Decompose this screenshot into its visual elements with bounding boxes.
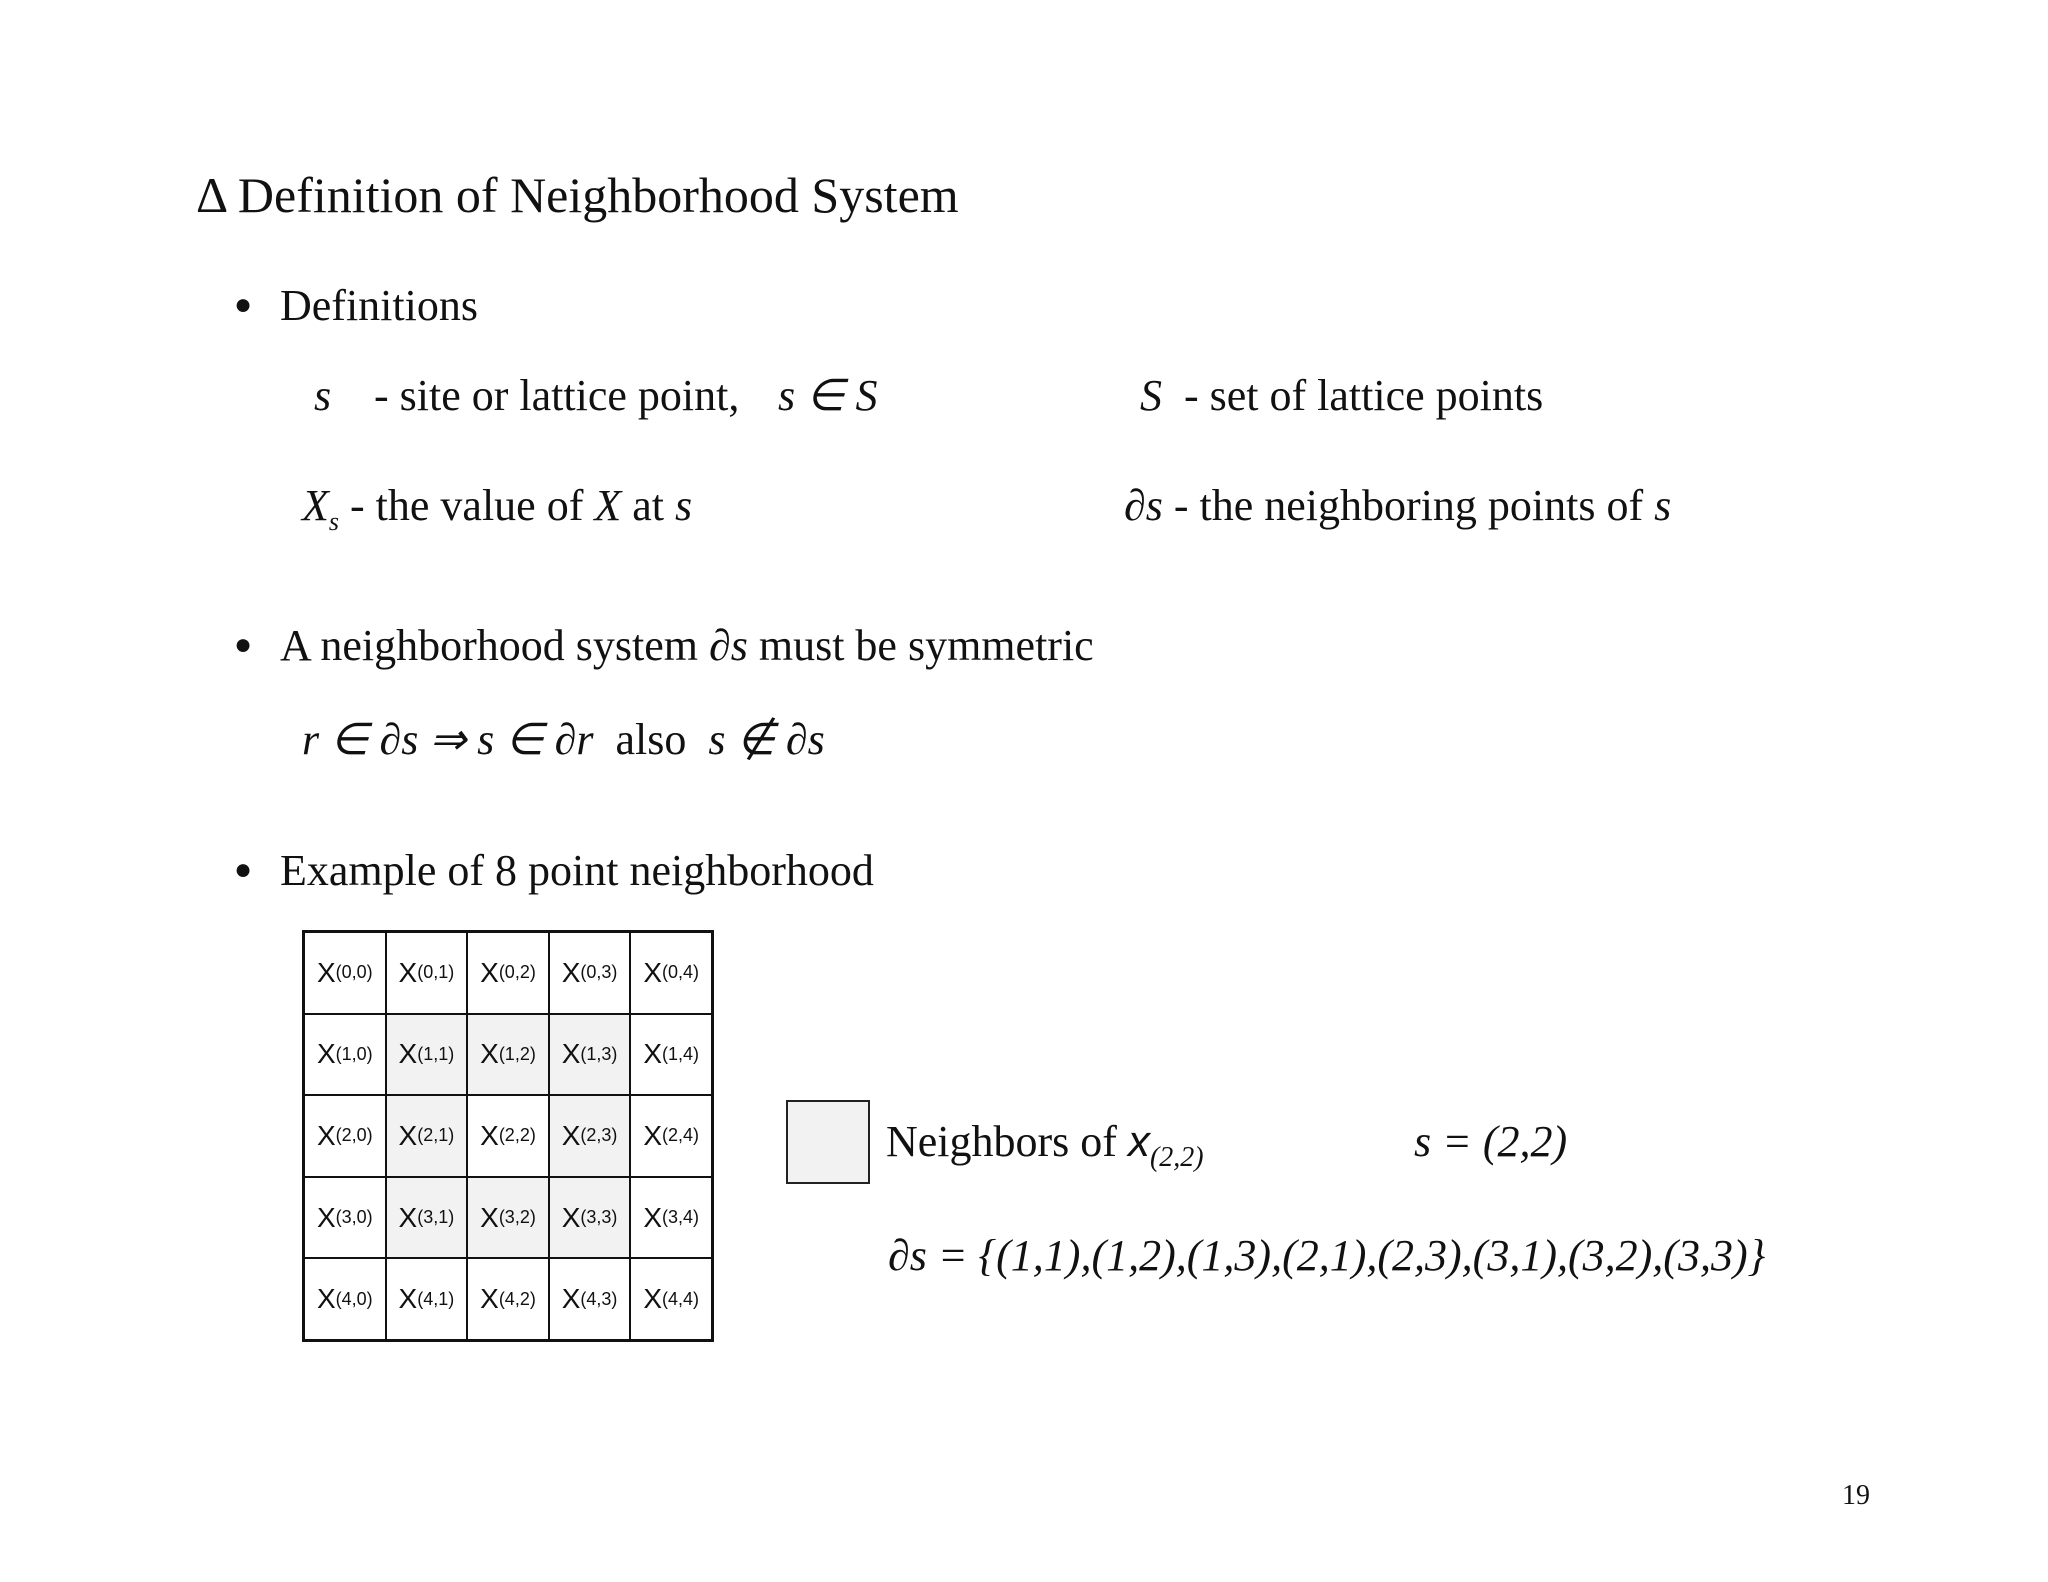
- symmetry-also: also: [615, 715, 687, 764]
- cell-index: (4,1): [417, 1288, 455, 1309]
- cell-index: (0,4): [662, 962, 700, 983]
- lattice-cell: [549, 1177, 631, 1259]
- cell-symbol: X: [480, 1201, 499, 1233]
- cell-symbol: X: [316, 1201, 336, 1233]
- bullet-example: Example of 8 point neighborhood: [280, 846, 874, 895]
- cell-symbol: X: [398, 1283, 418, 1315]
- bullet-definitions: Definitions: [280, 281, 478, 330]
- def-Xs-sub: s: [328, 506, 340, 536]
- cell-index: (4,3): [580, 1288, 618, 1309]
- lattice-cell: [304, 1258, 386, 1340]
- cell-symbol: X: [561, 1119, 581, 1151]
- def-S-text: - set of lattice points: [1184, 371, 1544, 420]
- symmetry-not-member: s ∉ ∂s: [708, 715, 825, 764]
- cell-index: (1,4): [662, 1043, 700, 1064]
- cell-symbol: X: [398, 956, 418, 988]
- cell-symbol: X: [561, 1038, 581, 1070]
- lattice-cell: [630, 1177, 712, 1259]
- lattice-cell: [549, 1095, 631, 1177]
- cell-index: (2,4): [662, 1125, 700, 1146]
- lattice-cell: [630, 1014, 712, 1096]
- lattice-cell: [549, 1258, 631, 1340]
- lattice-cell: [549, 1014, 631, 1096]
- cell-index: (0,3): [580, 962, 618, 983]
- cell-symbol: X: [480, 1283, 499, 1315]
- def-s-symbol: s: [314, 371, 332, 420]
- def-Xs-X: X: [594, 481, 622, 530]
- def-Xs-symbol: X: [302, 481, 329, 530]
- cell-symbol: X: [561, 956, 581, 988]
- legend-x-sub: (2,2): [1149, 1141, 1204, 1173]
- page-number: 19: [1842, 1480, 1870, 1511]
- cell-index: (0,2): [498, 962, 536, 983]
- cell-index: (4,0): [335, 1288, 373, 1309]
- cell-index: (4,4): [662, 1288, 700, 1309]
- def-s-member: s ∈ S: [778, 371, 878, 420]
- cell-index: (1,3): [580, 1043, 618, 1064]
- def-ds-s: s: [1654, 481, 1672, 530]
- def-Xs: [302, 481, 693, 536]
- def-s-text: - site or lattice point,: [374, 371, 740, 420]
- cell-index: (4,2): [498, 1288, 536, 1309]
- cell-symbol: X: [643, 1119, 662, 1151]
- lattice-cell: [549, 932, 631, 1014]
- lattice-cell: [467, 1177, 549, 1259]
- cell-index: (0,0): [335, 962, 373, 983]
- def-ds-text: - the neighboring points of: [1173, 481, 1644, 530]
- lattice-cell: [386, 1177, 468, 1259]
- cell-symbol: X: [316, 1119, 336, 1151]
- lattice-grid: [302, 930, 714, 1342]
- cell-symbol: X: [643, 956, 662, 988]
- cell-index: (3,1): [417, 1207, 455, 1228]
- lattice-cell: [467, 1095, 549, 1177]
- symmetric-text: A neighborhood system: [280, 621, 698, 670]
- lattice-cell: [304, 932, 386, 1014]
- symmetry-implication: r ∈ ∂s ⇒ s ∈ ∂r: [302, 715, 594, 764]
- cell-symbol: X: [398, 1119, 418, 1151]
- lattice-cell: [386, 932, 468, 1014]
- neighbor-legend-swatch: [786, 1100, 870, 1184]
- cell-symbol: X: [316, 1283, 336, 1315]
- cell-symbol: X: [480, 1038, 499, 1070]
- legend-x: x: [1127, 1117, 1150, 1166]
- lattice-cell: [386, 1095, 468, 1177]
- cell-symbol: X: [561, 1201, 581, 1233]
- def-ds-symbol: ∂s: [1124, 481, 1163, 530]
- neighbor-legend-label: [886, 1117, 1204, 1173]
- symmetric-tail: must be symmetric: [758, 621, 1094, 670]
- def-Xs-text: - the value of: [350, 481, 584, 530]
- cell-index: (3,2): [498, 1207, 536, 1228]
- legend-text: Neighbors of: [886, 1117, 1117, 1166]
- lattice-cell: [304, 1177, 386, 1259]
- cell-index: (1,1): [417, 1043, 455, 1064]
- cell-index: (1,2): [498, 1043, 536, 1064]
- lattice-cell: [304, 1095, 386, 1177]
- bullet-icon: ●: [234, 853, 253, 886]
- site-definition: s = (2,2): [1414, 1117, 1568, 1166]
- bullet-icon: ●: [234, 628, 253, 661]
- cell-index: (3,3): [580, 1207, 618, 1228]
- cell-symbol: X: [561, 1283, 581, 1315]
- cell-index: (2,3): [580, 1125, 618, 1146]
- cell-symbol: X: [643, 1283, 662, 1315]
- cell-symbol: X: [643, 1201, 662, 1233]
- lattice-cell: [467, 1258, 549, 1340]
- lattice-cell: [304, 1014, 386, 1096]
- lattice-cell: [467, 932, 549, 1014]
- cell-index: (1,0): [335, 1043, 373, 1064]
- lattice-cell: [630, 1258, 712, 1340]
- lattice-cell: [630, 932, 712, 1014]
- bullet-symmetric: [280, 621, 1094, 670]
- cell-index: (3,4): [662, 1207, 700, 1228]
- def-Xs-at: at: [632, 481, 665, 530]
- cell-index: (2,2): [498, 1125, 536, 1146]
- def-S-symbol: S: [1140, 371, 1162, 420]
- def-Xs-s: s: [675, 481, 693, 530]
- cell-symbol: X: [398, 1201, 418, 1233]
- cell-symbol: X: [398, 1038, 418, 1070]
- cell-index: (2,1): [417, 1125, 455, 1146]
- lattice-cell: [386, 1258, 468, 1340]
- cell-index: (0,1): [417, 962, 455, 983]
- cell-symbol: X: [316, 956, 336, 988]
- lattice-cell: [630, 1095, 712, 1177]
- def-ds: [1124, 481, 1672, 530]
- cell-index: (2,0): [335, 1125, 373, 1146]
- cell-symbol: X: [316, 1038, 336, 1070]
- symmetric-symbol: ∂s: [708, 621, 748, 670]
- bullet-icon: ●: [234, 288, 253, 321]
- neighbor-set: ∂s = {(1,1),(1,2),(1,3),(2,1),(2,3),(3,1),(3,2),(3,3)}: [888, 1231, 1766, 1280]
- slide-title: Δ Definition of Neighborhood System: [196, 167, 959, 223]
- lattice-cell: [467, 1014, 549, 1096]
- cell-index: (3,0): [335, 1207, 373, 1228]
- symmetry-formula: [302, 715, 825, 764]
- lattice-cell: [386, 1014, 468, 1096]
- cell-symbol: X: [480, 956, 499, 988]
- cell-symbol: X: [480, 1119, 499, 1151]
- cell-symbol: X: [643, 1038, 662, 1070]
